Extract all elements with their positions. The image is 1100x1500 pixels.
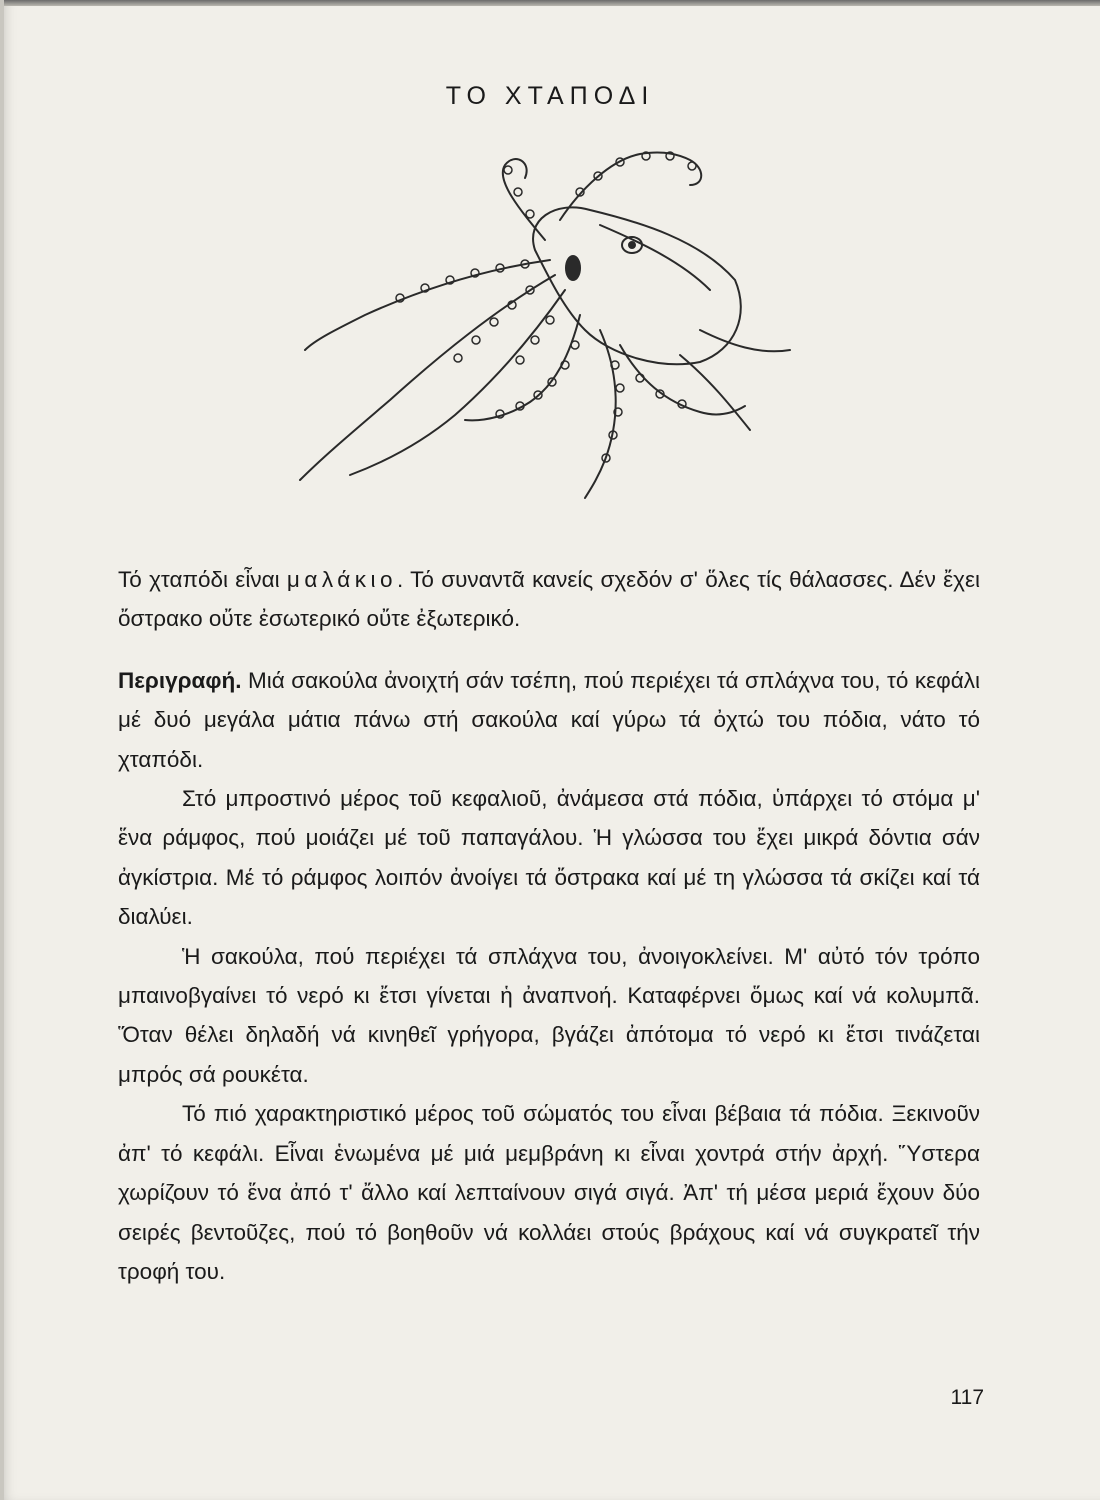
- page-left-edge: [0, 0, 4, 1500]
- octopus-mantle-fold: [600, 225, 710, 290]
- section-heading: Περιγραφή.: [118, 667, 242, 693]
- octopus-arm: [350, 290, 565, 475]
- paragraph-legs: Τό πιό χαρακτηριστικό μέρος τοῦ σώματός του εἶναι βέβαια τά πόδια. Ξεκινοῦν ἀπ' τό κεφάλι. Εἶναι ἑνωμένα μέ μιά μεμβράνη κι εἶναι χοντρά στήν ἀρχή. Ὕστερα χωρίζουν τό ἕνα ἀπό τ' ἄλλο καί λεπταίνουν σιγά σιγά. Ἀπ' τή μέσα μεριά ἔχουν δύο σειρές βεντοῦζες, πού τό βοηθοῦν νά κολλάει στούς βράχους καί νά συγκρατεῖ τήν τροφή του.: [118, 1101, 980, 1284]
- body-text: [118, 560, 980, 1291]
- page-top-edge: [0, 0, 1100, 6]
- paragraph-description: [118, 661, 980, 779]
- intro-text-end: . Τό συναντᾶ κανείς σχεδόν σ' ὅλες τίς θάλασσες. Δέν ἔχει ὄστρακο οὔτε ἐσωτερικό οὔτε ἐξωτερικό.: [118, 567, 980, 632]
- octopus-arm: [300, 275, 555, 480]
- paragraph-sac: Ἡ σακούλα, πού περιέχει τά σπλάχνα του, ἀνοιγοκλείνει. Μ' αὐτό τόν τρόπο μπαινοβγαίνει τό νερό κι ἔτσι γίνεται ἡ ἀναπνοή. Καταφέρνει ὅμως καί νά κολυμπᾶ. Ὅταν θέλει δηλαδή νά κινηθεῖ γρήγορα, βγάζει ἀπότομα τό νερό κι ἔτσι τινάζεται μπρός σά ρουκέτα.: [118, 943, 980, 1087]
- octopus-arm: [585, 330, 616, 498]
- description-text: Μιά σακούλα ἀνοιχτή σάν τσέπη, πού περιέχει τά σπλάχνα του, τό κεφάλι μέ δυό μεγάλα μάτια πάνω στή σακούλα καί γύρω τά ὀχτώ του πόδια, νάτο τό χταπόδι.: [118, 667, 980, 772]
- octopus-eye-left: [566, 256, 580, 280]
- octopus-illustration: [280, 140, 820, 500]
- octopus-arm: [700, 330, 790, 351]
- octopus-suckers: [396, 152, 696, 462]
- page-number: 117: [950, 1386, 984, 1409]
- octopus-arm: [680, 355, 750, 430]
- octopus-arm: [560, 153, 701, 220]
- octopus-mantle: [533, 207, 741, 364]
- emphasized-term: μαλάκιο: [286, 567, 398, 592]
- octopus-arm: [620, 345, 745, 414]
- octopus-arm: [503, 159, 545, 240]
- paragraph-mouth: Στό μπροστινό μέρος τοῦ κεφαλιοῦ, ἀνάμεσα στά πόδια, ὑπάρχει τό στόμα μ' ἕνα ράμφος, πού μοιάζει μέ τοῦ παπαγάλου. Ἡ γλώσσα του ἔχει μικρά δόντια σάν ἀγκίστρια. Μέ τό ράμφος λοιπόν ἀνοίγει τά ὄστρακα καί μέ τη γλώσσα τά σκίζει καί τά διαλύει.: [118, 786, 980, 930]
- page-title: ΤΟ ΧΤΑΠΟΔΙ: [445, 82, 655, 110]
- paragraph-intro: [118, 560, 980, 639]
- octopus-arm: [305, 260, 550, 350]
- intro-text-start: Τό χταπόδι εἶναι: [118, 567, 287, 592]
